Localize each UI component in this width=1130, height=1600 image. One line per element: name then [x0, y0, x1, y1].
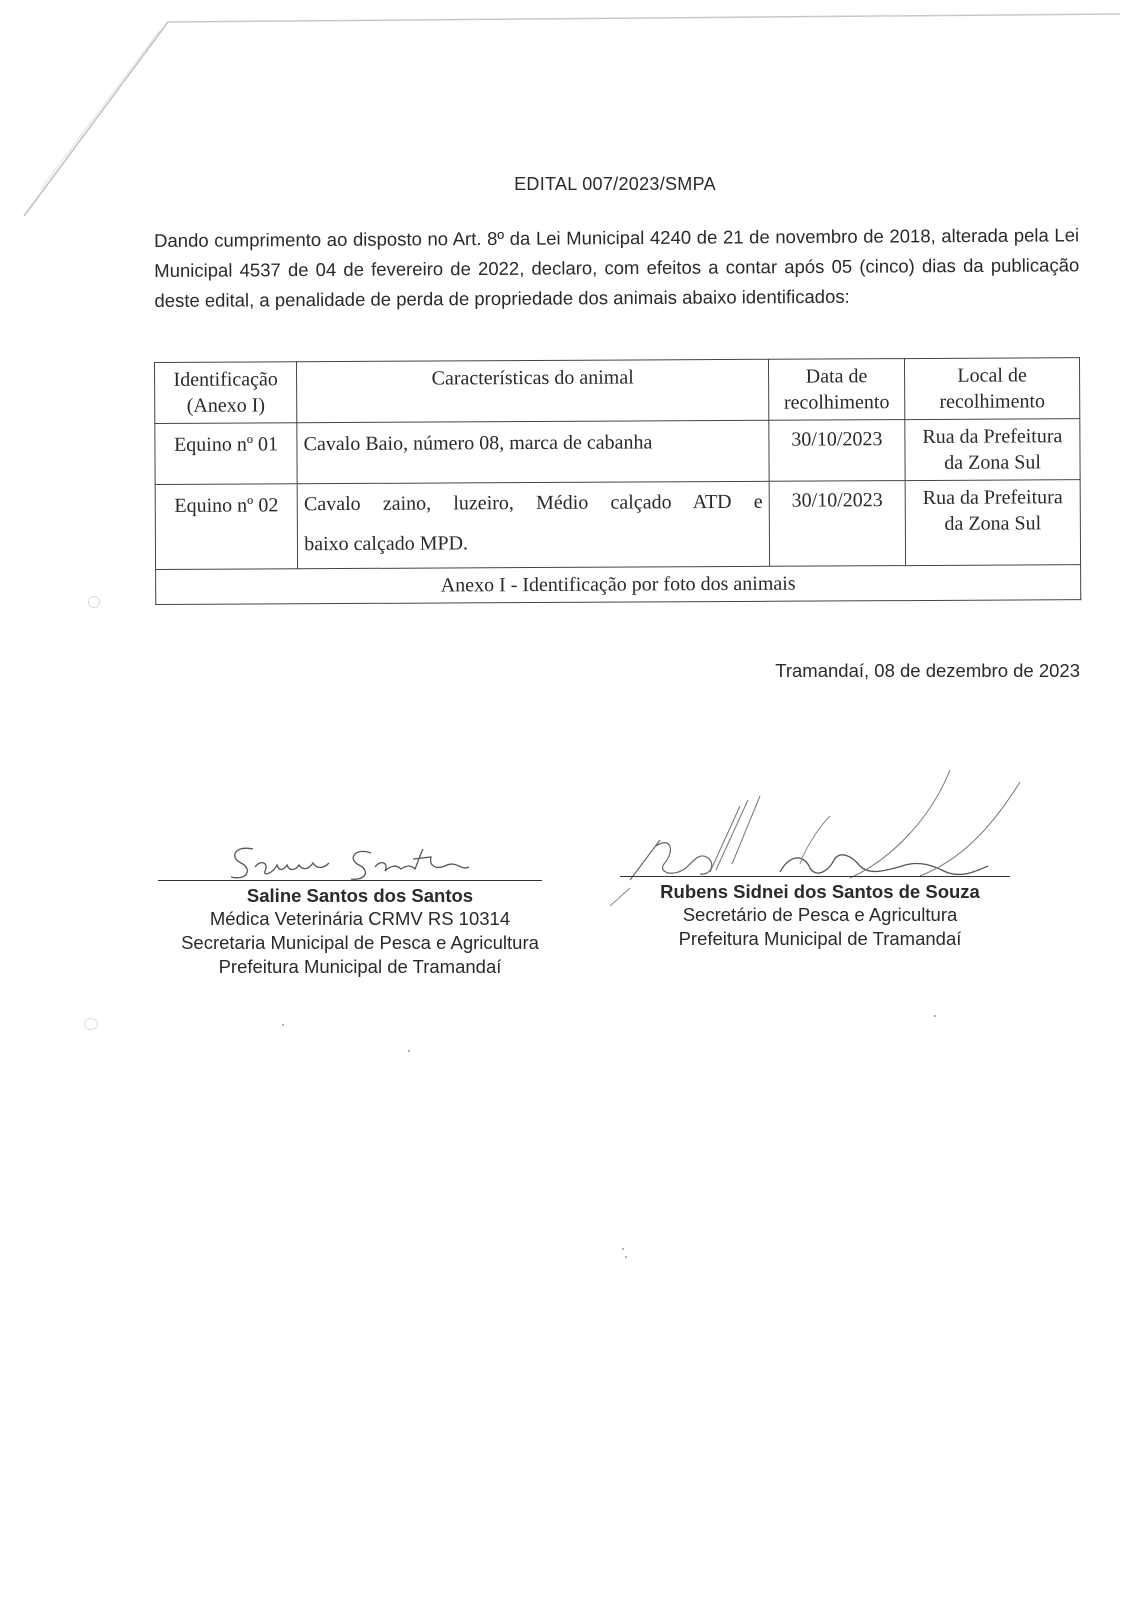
header-local-line2: recolhimento	[939, 390, 1046, 413]
header-collection-date	[768, 359, 904, 421]
signature-block-right	[610, 876, 1030, 951]
cell-characteristics: Cavalo Baio, número 08, marca de cabanha	[297, 420, 769, 483]
table-header-row	[155, 358, 1080, 424]
cell-characteristics-line1: Cavalo zaino, luzeiro, Médio calçado ATD e	[303, 490, 763, 516]
cell-local	[905, 419, 1080, 481]
cell-date: 30/10/2023	[769, 420, 905, 482]
table-annex-row	[156, 565, 1081, 605]
header-identification-line1: Identificação	[173, 368, 278, 391]
annex-note: Anexo I - Identificação por foto dos animais	[156, 565, 1081, 605]
table-row	[155, 480, 1080, 570]
animals-table-container	[154, 357, 1081, 605]
header-identification-line2: (Anexo I)	[186, 394, 266, 417]
header-identification	[155, 362, 298, 424]
signatory-organization: Prefeitura Municipal de Tramandaí	[678, 928, 962, 949]
paper-fold-mark	[0, 0, 1130, 230]
signature-line	[158, 880, 542, 881]
cell-local-line2: da Zona Sul	[944, 451, 1041, 474]
header-characteristics	[297, 359, 769, 422]
signatory-name: Rubens Sidnei dos Santos de Souza	[660, 881, 980, 902]
header-characteristics-label: Características do animal	[431, 366, 634, 390]
signatory-role: Secretário de Pesca e Agricultura	[682, 904, 958, 925]
table-row	[155, 419, 1080, 485]
signatory-organization: Prefeitura Municipal de Tramandaí	[218, 956, 502, 977]
signature-line	[620, 876, 1010, 877]
signatory-name: Saline Santos dos Santos	[246, 885, 474, 906]
signature-block-left	[150, 880, 570, 979]
signatory-role: Médica Veterinária CRMV RS 10314	[209, 908, 511, 929]
cell-local	[905, 480, 1080, 566]
signatory-department: Secretaria Municipal de Pesca e Agricultura	[181, 932, 539, 953]
header-collection-place	[904, 358, 1079, 420]
cell-local-line1: Rua da Prefeitura	[922, 425, 1063, 448]
cell-characteristics-line2: baixo calçado MPD.	[304, 532, 469, 556]
header-date-line2: recolhimento	[783, 391, 890, 414]
cell-characteristics	[297, 481, 769, 568]
cell-animal-id: Equino nº 02	[155, 484, 298, 570]
header-local-line1: Local de	[957, 364, 1027, 387]
cell-date: 30/10/2023	[769, 481, 906, 567]
animals-table	[154, 357, 1081, 605]
intro-paragraph: Dando cumprimento ao disposto no Art. 8º da Lei Municipal 4240 de 21 de novembro de 2018, alterada pela Lei Municipal 4537 de 04 de fevereiro de 2022, declaro, com efeitos a contar após 05 (cinco) dias da publicação deste edital, a penalidade de perda de propriedade dos animais abaixo identificados:	[154, 224, 1080, 311]
cell-local-line1: Rua da Prefeitura	[922, 486, 1063, 509]
header-date-line1: Data de	[805, 365, 868, 388]
cell-animal-id: Equino nº 01	[155, 423, 298, 485]
cell-local-line2: da Zona Sul	[944, 512, 1042, 535]
document-title: EDITAL 007/2023/SMPA	[514, 174, 716, 194]
place-and-date: Tramandaí, 08 de dezembro de 2023	[775, 660, 1080, 681]
